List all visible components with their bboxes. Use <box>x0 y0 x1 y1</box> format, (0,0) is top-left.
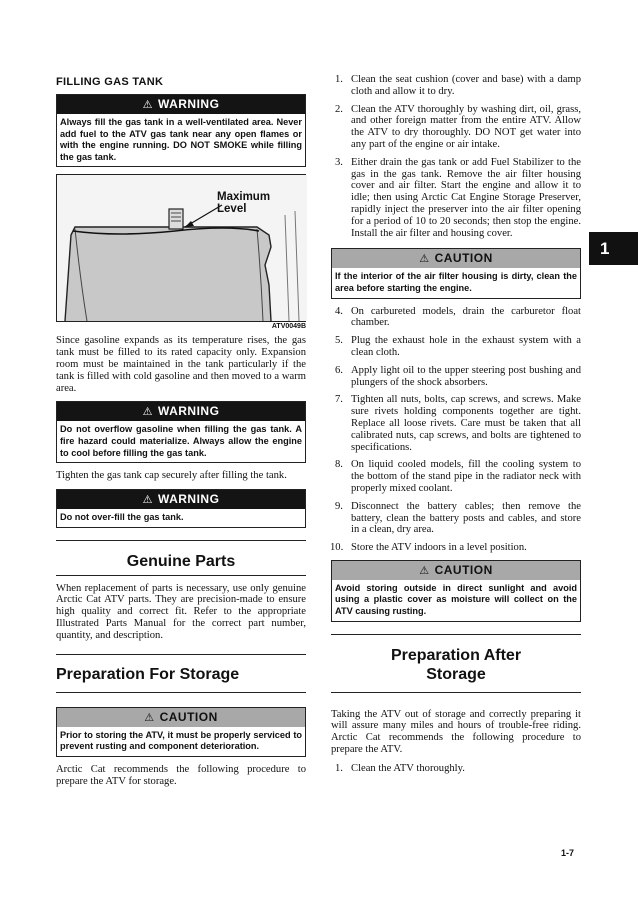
preparation-storage-title: Preparation For Storage <box>56 666 306 693</box>
warning-box-overflow <box>56 401 306 463</box>
genuine-parts-section <box>56 540 306 576</box>
list-item: 9. Disconnect the battery cables; then remove the battery, clean the battery posts and cables, and store in a clean, dry area. <box>335 500 581 536</box>
warning-box-fill-area <box>56 94 306 167</box>
storage-steps-4-10 <box>331 306 581 554</box>
caution-box-air-filter <box>331 248 581 298</box>
warning-triangle-icon: ⚠ <box>142 99 153 111</box>
list-item: 7. Tighten all nuts, bolts, cap screws, and screws. Make sure rivets holding components together are tight. Replace all loose rivets. Care must be taken that all calibrated nuts, cap screws, and bolts are tightened to specifications. <box>335 394 581 453</box>
warning-triangle-icon: ⚠ <box>142 493 153 506</box>
warning-text: Always fill the gas tank in a well-ventilated area. Never add fuel to the ATV gas tank near any open flames or with the engine running. DO NOT SMOKE while filling the gas tank. <box>60 117 302 162</box>
caution-header: ⚠ CAUTION <box>57 708 305 727</box>
warning-header: ⚠ WARNING <box>57 95 305 114</box>
chapter-tab: 1 <box>589 232 638 265</box>
caution-header: ⚠ CAUTION <box>332 249 580 268</box>
list-item: 1. Clean the seat cushion (cover and base) with a damp cloth and allow it to dry. <box>335 74 581 97</box>
list-item: 3. Either drain the gas tank or add Fuel Stabilizer to the gas in the gas tank. Remove the air filter housing cover and air filter. Start the engine and allow it to idle; then using Arctic Cat Engine Storage Preserver, rapidly inject the preserver into the air filter opening for a period of 10 to 20 seconds; then stop the engine. Install the air filter and housing cover. <box>335 156 581 239</box>
page-number: 1-7 <box>561 848 575 858</box>
right-column <box>331 74 581 781</box>
caution-box-storage <box>56 707 306 757</box>
gas-tank-figure <box>56 174 306 322</box>
list-item: 1. Clean the ATV thoroughly. <box>335 762 465 774</box>
left-column <box>56 70 306 794</box>
after-storage-paragraph: Taking the ATV out of storage and correctly preparing it will assure many miles and hours of trouble-free riding. Arctic Cat recommends the following procedure to prepare the ATV. <box>331 708 581 756</box>
genuine-parts-paragraph: When replacement of parts is necessary, use only genuine Arctic Cat ATV parts. They are precision-made to ensure high quality and correct fit. Refer to the appropriate Illustrated Parts Manual for the correct part number, quantity, and description. <box>56 582 306 641</box>
preparation-after-storage-section <box>331 634 581 693</box>
list-item: 6. Apply light oil to the upper steering post bushing and plungers of the shock absorbers. <box>335 364 581 388</box>
warning-text: Do not overflow gasoline when filling the gas tank. A fire hazard could materialize. Always allow the engine to cool before filling the gas tank. <box>60 424 302 458</box>
caution-text: If the interior of the air filter housing is dirty, clean the area before starting the engine. <box>335 271 577 293</box>
warning-header: ⚠ WARNING <box>57 490 305 509</box>
figure-code: ATV0049B <box>271 323 306 331</box>
caution-text: Prior to storing the ATV, it must be properly serviced to prevent rusting and component deterioration. <box>60 729 302 752</box>
warning-box-overfill <box>56 489 306 528</box>
filling-gas-tank-heading: FILLING GAS TANK <box>56 76 164 88</box>
maximum-level-label: Maximum Level <box>217 191 271 216</box>
preparation-storage-section <box>56 654 306 693</box>
tighten-cap-paragraph: Tighten the gas tank cap securely after filling the tank. <box>56 470 287 482</box>
list-item: 5. Plug the exhaust hole in the exhaust system with a clean cloth. <box>335 335 581 358</box>
storage-steps-1-3 <box>331 74 581 239</box>
warning-triangle-icon: ⚠ <box>419 564 430 577</box>
caution-box-sunlight <box>331 560 581 622</box>
caution-header: ⚠ CAUTION <box>332 561 580 580</box>
warning-triangle-icon: ⚠ <box>419 253 430 266</box>
expansion-paragraph: Since gasoline expands as its temperature rises, the gas tank must be filled to its rated capacity only. Expansion room must be maintained in the tank particularly if the tank is filled with cold gasoline and then moved to a warm area. <box>56 335 306 394</box>
list-item: 8. On liquid cooled models, fill the cooling system to the bottom of the stand pipe in the radiator neck with properly mixed coolant. <box>335 459 581 494</box>
storage-procedure-paragraph: Arctic Cat recommends the following procedure to prepare the ATV for storage. <box>56 763 306 787</box>
preparation-after-storage-title: Preparation After Storage <box>331 646 581 693</box>
warning-triangle-icon: ⚠ <box>142 406 153 419</box>
warning-text: Do not over-fill the gas tank. <box>60 511 184 522</box>
warning-triangle-icon: ⚠ <box>144 711 155 724</box>
after-storage-steps <box>331 763 581 775</box>
warning-header: ⚠ WARNING <box>57 402 305 421</box>
list-item: 2. Clean the ATV thoroughly by washing dirt, oil, grass, and other foreign matter from the entire ATV. Allow the ATV to dry thoroughly. DO NOT get water into any part of the engine or air intake. <box>335 103 581 150</box>
list-item: 10. Store the ATV indoors in a level position. <box>330 542 527 554</box>
genuine-parts-title: Genuine Parts <box>56 552 306 576</box>
list-item: 4. On carbureted models, drain the carburetor float chamber. <box>335 305 581 329</box>
caution-text: Avoid storing outside in direct sunlight and avoid using a plastic cover as moisture will collect on the ATV causing rusting. <box>335 582 577 617</box>
